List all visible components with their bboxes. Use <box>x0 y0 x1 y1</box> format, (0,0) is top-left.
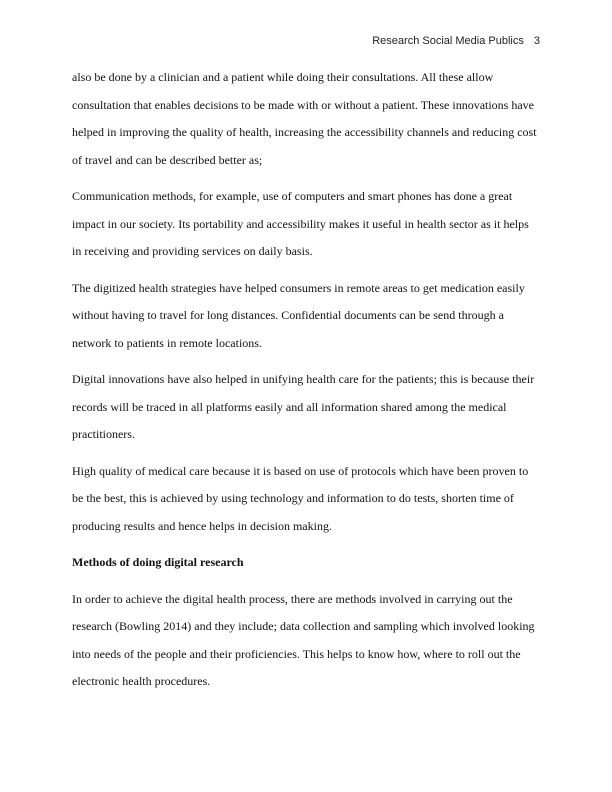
body-paragraph: High quality of medical care because it is based on use of protocols which have been proven to be the best, this is achieved by using technology and information to do tests, shorten time of producing results and hence helps in decision making. <box>72 463 529 533</box>
page-number: 3 <box>533 35 540 47</box>
body-paragraph: The digitized health strategies have helped consumers in remote areas to get medication easily without having to travel for long distances. Confidential documents can be send through a network to patients in remote locations. <box>72 280 525 350</box>
running-header <box>372 35 540 47</box>
body-paragraph: Communication methods, for example, use of computers and smart phones has done a great impact in our society. Its portability and accessibility makes it useful in health sector as it helps in receiving and providing services on daily basis. <box>72 189 529 258</box>
running-header-title: Research Social Media Publics <box>372 35 524 47</box>
document-body <box>72 64 540 705</box>
section-heading: Methods of doing digital research <box>72 555 244 569</box>
section-paragraph: In order to achieve the digital health process, there are methods involved in carrying out the research (Bowling 2014) and they include; data collection and sampling which involved looking into needs of the people and their proficiencies. This helps to know how, where to roll out the electronic health procedures. <box>72 591 535 688</box>
body-paragraph: Digital innovations have also helped in unifying health care for the patients; this is because their records will be traced in all platforms easily and all information shared among the medical practitioners. <box>72 372 535 441</box>
body-paragraph: also be done by a clinician and a patient while doing their consultations. All these allow consultation that enables decisions to be made with or without a patient. These innovations have helped in improving the quality of health, increasing the accessibility channels and reducing cost of travel and can be described better as; <box>72 70 537 167</box>
